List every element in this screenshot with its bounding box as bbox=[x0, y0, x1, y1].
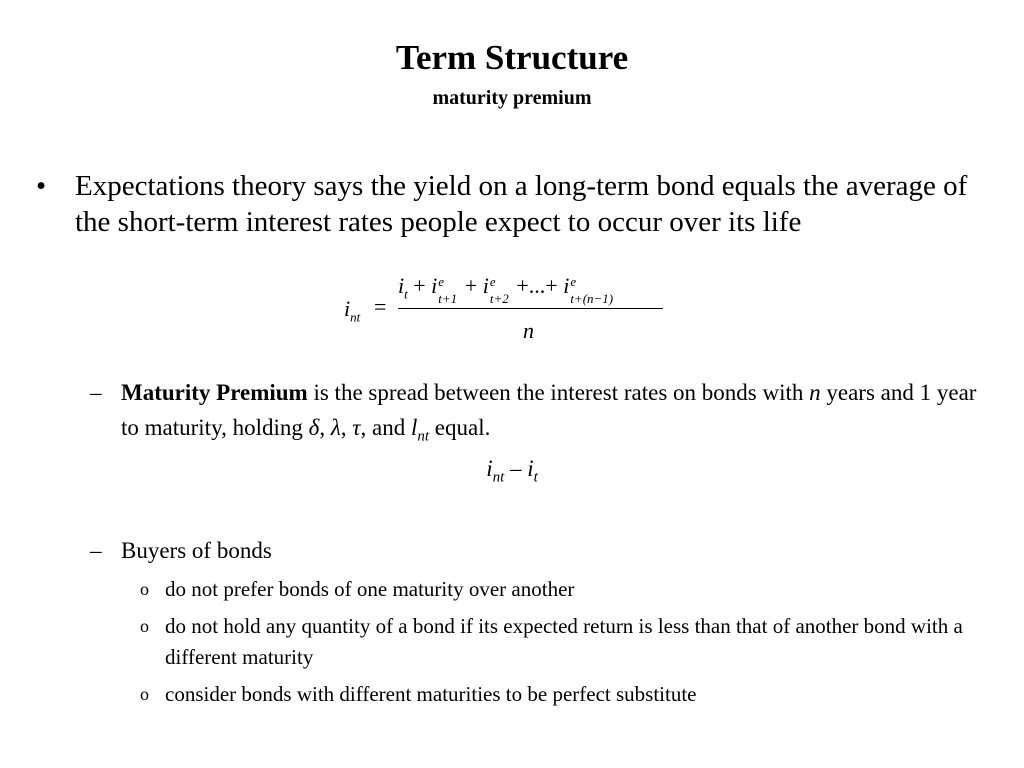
list-item-marker: o bbox=[140, 616, 149, 636]
fraction-bar bbox=[398, 308, 663, 309]
list-item: do not hold any quantity of a bond if its expected return is less than that of another bond with a different maturity bbox=[165, 614, 963, 669]
maturity-premium-definition: Maturity Premium is the spread between the interest rates on bonds with n years and 1 year to maturity, holding δ, λ, τ, and $l_{nt}$ equal. bbox=[121, 380, 977, 445]
list-item: consider bonds with different maturities to be perfect substitute bbox=[165, 682, 697, 706]
buyers-of-bonds: Buyers of bonds bbox=[121, 538, 272, 563]
sub-bullet-marker: – bbox=[90, 380, 102, 405]
slide-title: Term Structure bbox=[395, 38, 629, 77]
list-item: do not prefer bonds of one maturity over another bbox=[165, 577, 575, 601]
slide-subtitle: maturity premium bbox=[432, 87, 592, 109]
bullet-expectations-theory: Expectations theory says the yield on a long-term bond equals the average of the short-term interest rates people expect to occur over its life bbox=[75, 170, 968, 238]
formula-denominator: n bbox=[523, 318, 534, 343]
list-item-marker: o bbox=[140, 684, 149, 704]
formula-expectations bbox=[340, 270, 670, 346]
list-item-marker: o bbox=[140, 579, 149, 599]
formula-numerator: $i_t + i$ e t+1 + i e t+2 +...+ i e t+(n−1) bbox=[398, 273, 614, 306]
bullet-marker: • bbox=[36, 170, 47, 202]
formula-lhs: $i_{nt}$ bbox=[344, 296, 361, 325]
formula-maturity-premium: $i_{nt} - i_t$ bbox=[486, 456, 538, 486]
sub-bullet-marker: – bbox=[90, 538, 102, 563]
formula-equals: = bbox=[374, 294, 387, 319]
